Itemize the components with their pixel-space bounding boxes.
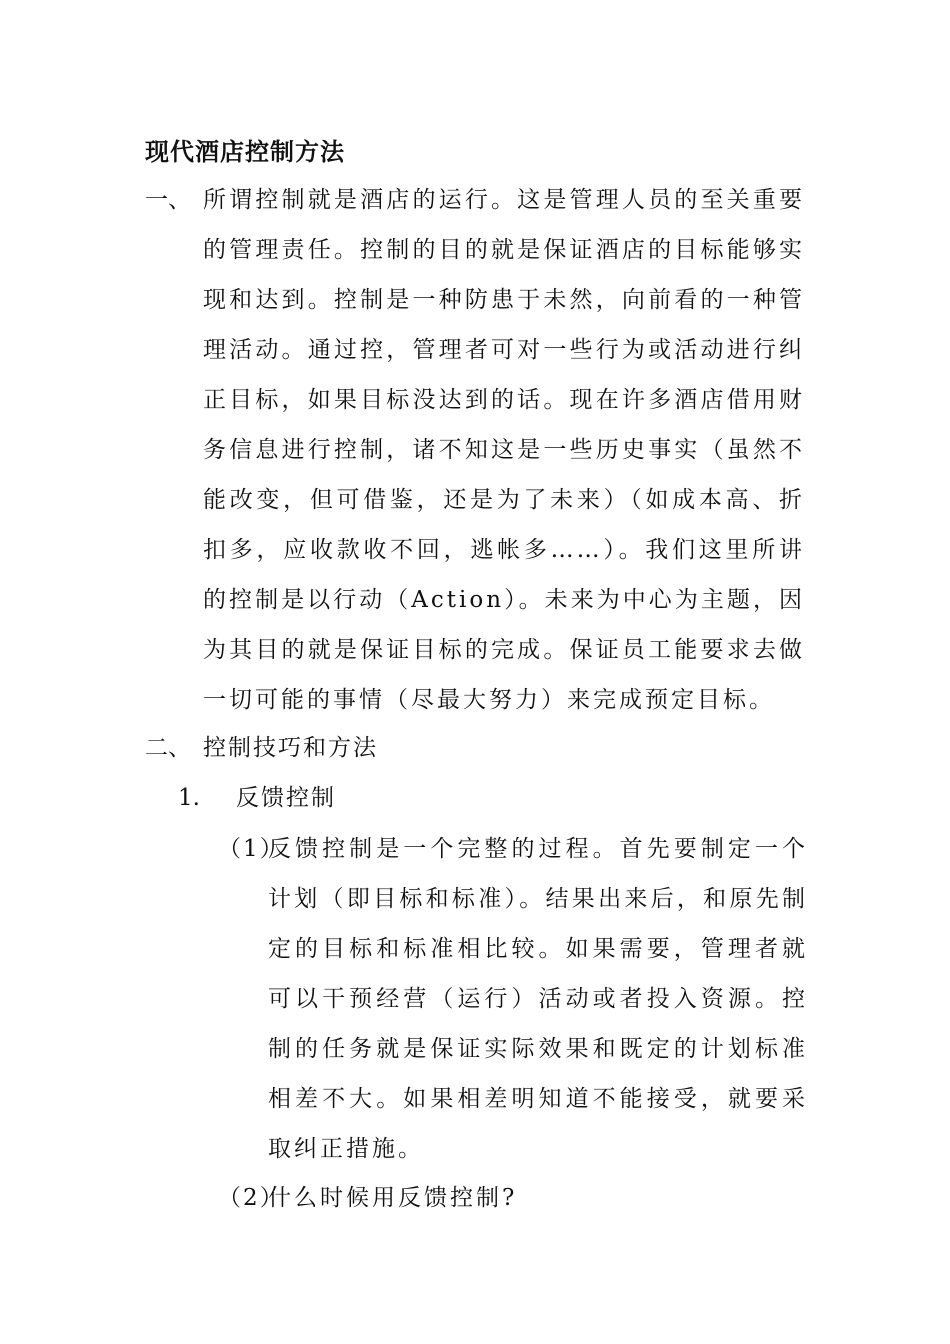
subsection-1: [178, 773, 336, 823]
subsection-1-number: 1.: [178, 785, 200, 811]
section-2-heading: 控制技巧和方法: [203, 735, 378, 761]
list-item-2-text: 什么时候用反馈控制?: [268, 1185, 518, 1211]
list-item-2-marker: （2）: [218, 1185, 285, 1211]
section-1-paragraph: 所谓控制就是酒店的运行。这是管理人员的至关重要的管理责任。控制的目的就是保证酒店的目标能够实现和达到。控制是一种防患于未然，向前看的一种管理活动。通过控，管理者可对一些行为或活动进行纠正目标，如果目标没达到的话。现在许多酒店借用财务信息进行控制，诸不知这是一些历史事实（虽然不能改变，但可借鉴，还是为了未来）（如成本高、折扣多，应收款收不回，逃帐多……）。我们这里所讲的控制是以行动（Action）。未来为中心为主题，因为其目的就是保证目标的完成。保证员工能要求去做一切可能的事情（尽最大努力）来完成预定目标。: [203, 187, 805, 713]
subsection-1-heading: 反馈控制: [236, 785, 336, 811]
section-2-marker: 二、: [145, 735, 191, 761]
list-item-2: [218, 1173, 808, 1223]
document-title: 现代酒店控制方法: [145, 137, 345, 166]
section-1: [145, 175, 805, 725]
list-item-1-marker: （1）: [218, 836, 285, 862]
list-item-1: [218, 824, 808, 1174]
section-1-marker: 一、: [145, 187, 191, 213]
section-2: [145, 723, 805, 773]
list-item-1-text: 反馈控制是一个完整的过程。首先要制定一个计划（即目标和标准）。结果出来后，和原先制定的目标和标准相比较。如果需要，管理者就可以干预经营（运行）活动或者投入资源。控制的任务就是保证实际效果和既定的计划标准相差不大。如果相差明知道不能接受，就要采取纠正措施。: [268, 836, 808, 1162]
